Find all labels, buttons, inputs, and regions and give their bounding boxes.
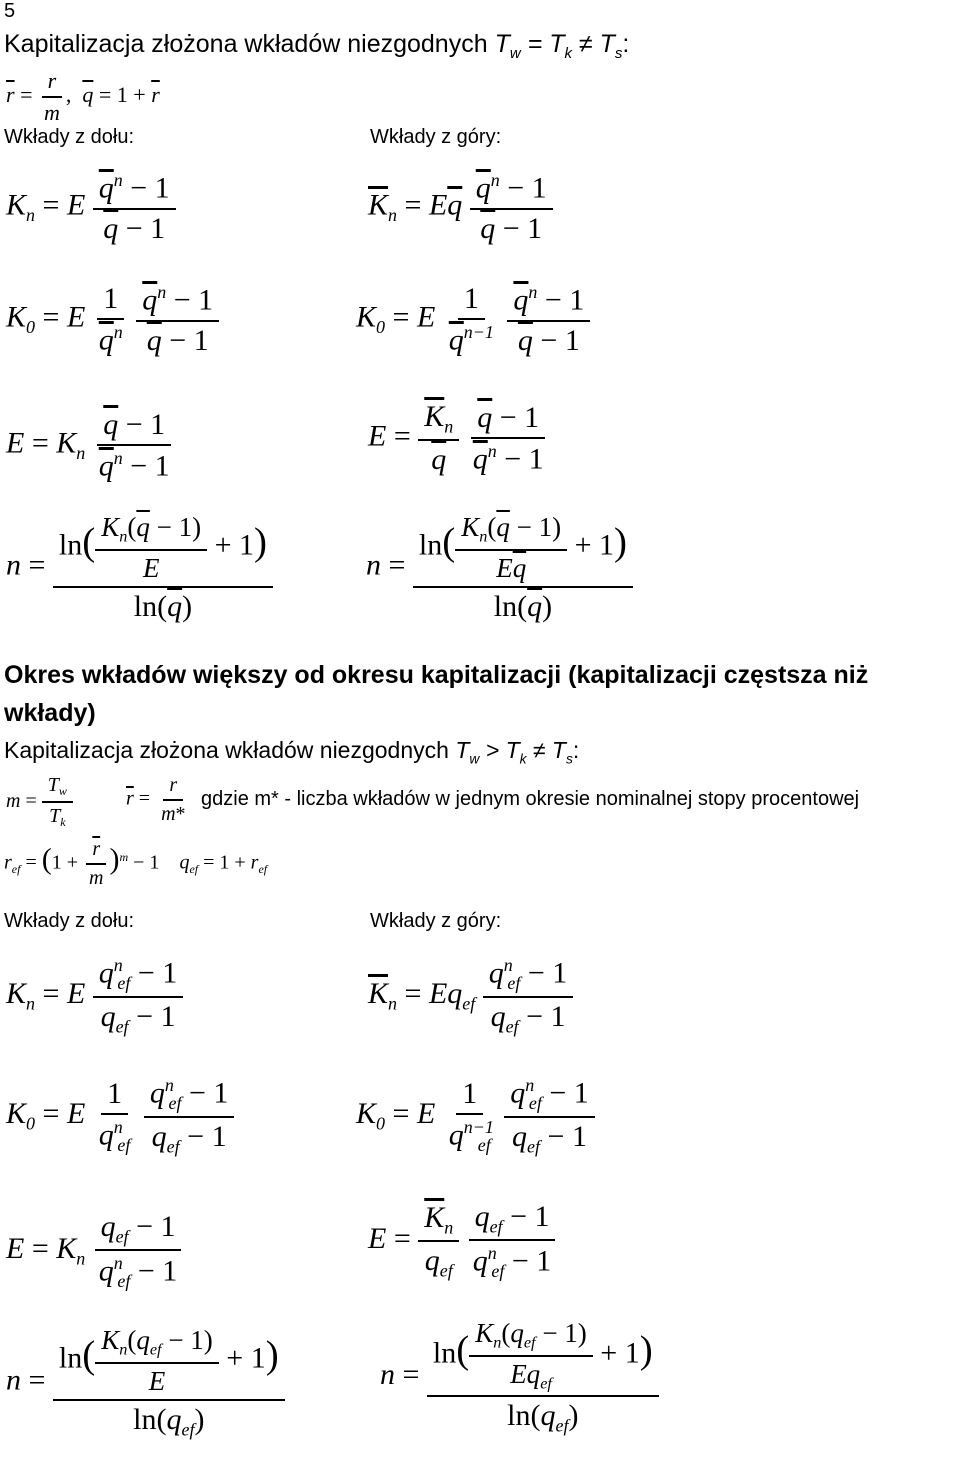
section1-title: Kapitalizacja złożona wkładów niezgodnych $T_w = T_k \ne T_s$: (4, 30, 630, 62)
label-top-1: Wkłady z góry: (370, 126, 502, 148)
section2-title: Kapitalizacja złożona wkładów niezgodnych $T_w > T_k \ne T_s$: (4, 737, 580, 767)
formula-e-ef-top: E = $\frac{\overline{K}_n}{q_{ef}}$ $\frac{q_{ef} - 1}{q^n_{ef} - 1}$ (368, 1200, 557, 1282)
formula-kn-ef-bottom: $K_n = E$ $\frac{q^n_{ef} - 1}{q_{ef} - 1}$ (6, 955, 183, 1037)
formula-n-ef-top: n = ln( $\frac{K_n(q_{ef} - 1)}{Eq_{ef}}$ + 1) $\ln(q_{ef})$ (380, 1318, 659, 1437)
formula-kn-top: $\overline{K}_n = E\overline{q}$ $\frac{\overline{q}^n - 1}{\overline{q} - 1}$ (368, 170, 553, 246)
formula-e-top: E = $\frac{\overline{K}_n}{q}$ $\frac{\overline{q} - 1}{\overline{q}^n - 1}$ (368, 400, 544, 477)
label-bottom-1: Wkłady z dołu: (4, 126, 135, 148)
formula-k0-ef-top: $K_0 = E$ $\frac{1}{q^{n-1}_{ef}}$ $\frac{q^n_{ef} - 1}{q_{ef} - 1}$ (356, 1075, 595, 1157)
formula-k0-top: $K_0 = E$ $\frac{1}{\overline{q}^{n-1}}$ $\frac{\overline{q}^n - 1}{\overline{q} - 1}$ (356, 282, 590, 358)
label-bottom-2: Wkłady z dołu: (4, 910, 135, 932)
formula-e-ef-bottom: $E = K_n$ $\frac{q_{ef} - 1}{q^n_{ef} - 1}$ (6, 1210, 183, 1292)
def-m: m = $\frac{T_w}{T_k}$ (6, 774, 73, 830)
formula-kn-ef-top: $\overline{K}_n = Eq_{ef}$ $\frac{q^n_{ef} - 1}{q_{ef} - 1}$ (368, 955, 573, 1037)
label-top-2: Wkłady z góry: (370, 910, 502, 932)
def-r-ef: $r_{ef} = (1$ + $\frac{\overline{r}}{m}$ )$^m$ − 1 $q_{ef} = 1 + r_{ef}$ (4, 838, 268, 889)
formula-n-bottom: n = ln( $\frac{K_n(\overline{q} - 1)}{E}$ + 1) $\ln(\overline{q})$ (6, 512, 273, 624)
def-r-q: $\overline{r}$ = $\frac{r}{m}$ , $\overline{q} = 1 + \overline{r}$ (6, 68, 160, 125)
formula-k0-ef-bottom: $K_0 = E$ $\frac{1}{q^n_{ef}}$ $\frac{q^n_{ef} - 1}{q_{ef} - 1}$ (6, 1075, 234, 1157)
section2-title-text: Kapitalizacja złożona wkładów niezgodnych (4, 737, 456, 763)
heading-period: Okres wkładów większy od okresu kapitalizacji (kapitalizacji częstsza niż wkłady) (4, 661, 869, 727)
formula-e-bottom: $E = K_n$ $\frac{\overline{q} - 1}{\overline{q}^n - 1}$ (6, 408, 170, 483)
section1-title-text: Kapitalizacja złożona wkładów niezgodnych (4, 30, 495, 58)
page-number: 5 (4, 0, 16, 22)
formula-k0-bottom: $K_0 = E$ $\frac{1}{\overline{q}^n}$ $\frac{\overline{q}^n - 1}{\overline{q} - 1}$ (6, 282, 219, 358)
formula-n-ef-bottom: n = ln( $\frac{K_n(q_{ef} - 1)}{E}$ + 1) $\ln(q_{ef})$ (6, 1325, 285, 1440)
formula-n-top: n = ln( $\frac{K_n(\overline{q} - 1)}{E\overline{q}}$ + 1) $\ln(\overline{q})$ (366, 512, 633, 624)
note-m-star: gdzie m* - liczba wkładów w jednym okresie nominalnej stopy procentowej (201, 788, 860, 810)
formula-kn-bottom: $K_n = E$ $\frac{\overline{q}^n - 1}{\overline{q} - 1}$ (6, 170, 176, 246)
def-r-bar: $\overline{r}$ = $\frac{r}{m*}$ (126, 774, 186, 825)
